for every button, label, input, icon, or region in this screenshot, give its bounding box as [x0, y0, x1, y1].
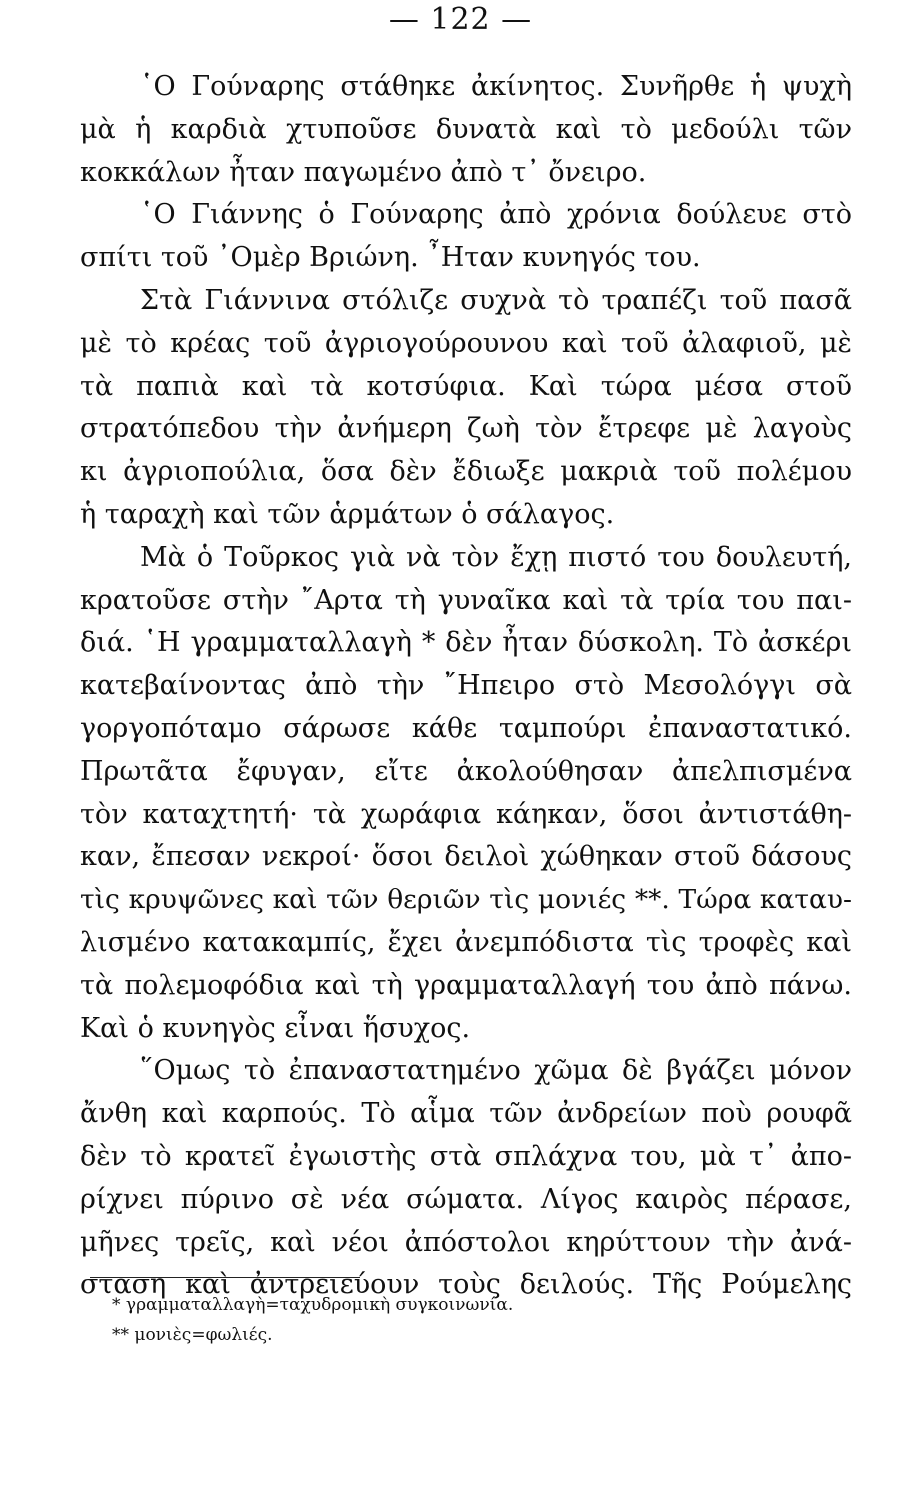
footnote: * γραμματαλλαγὴ=ταχυδρομικὴ συγκοινωνία.: [112, 1295, 514, 1315]
text-line: ῞Ομως τὸ ἐπαναστατημένο χῶμα δὲ βγάζει μόνον: [140, 1055, 852, 1087]
paragraph: [80, 194, 852, 280]
text-line: καν, ἔπεσαν νεκροί· ὅσοι δειλοὶ χώθηκαν στοῦ δάσους: [80, 841, 852, 873]
text-line: ἄνθη καὶ καρπούς. Τὸ αἷμα τῶν ἀνδρείων ποὺ ρουφᾶ: [80, 1098, 852, 1130]
text-line: λισμένο κατακαμπίς, ἔχει ἀνεμπόδιστα τὶς τροφὲς καὶ: [80, 926, 852, 958]
text-line: σταση καὶ ἀντρειεύουν τοὺς δειλούς. Τῆς Ρούμελης: [80, 1269, 852, 1301]
text-line: τὰ πολεμοφόδια καὶ τὴ γραμματαλλαγή του ἀπὸ πάνω.: [80, 969, 852, 1001]
text-line: μὲ τὸ κρέας τοῦ ἀγριογούρουνου καὶ τοῦ ἀλαφιοῦ, μὲ: [80, 327, 852, 359]
text-line: διά. ῾Η γραμματαλλαγὴ * δὲν ἦταν δύσκολη. Τὸ ἀσκέρι: [80, 627, 852, 659]
text-line: σπίτι τοῦ ᾿Ομὲρ Βριώνη. ῏Ηταν κυνηγός του.: [80, 242, 701, 274]
text-line: στρατόπεδου τὴν ἀνήμερη ζωὴ τὸν ἔτρεφε μὲ λαγοὺς: [80, 413, 852, 445]
text-line: Μὰ ὁ Τοῦρκος γιὰ νὰ τὸν ἔχῃ πιστό του δουλευτή,: [140, 541, 852, 573]
text-line: κατεβαίνοντας ἀπὸ τὴν ῎Ηπειρο στὸ Μεσολόγγι σὰ: [80, 670, 852, 702]
text-line: τὰ παπιὰ καὶ τὰ κοτσύφια. Καὶ τώρα μέσα στοῦ: [80, 370, 852, 402]
text-line: ρίχνει πύρινο σὲ νέα σώματα. Λίγος καιρὸς πέρασε,: [80, 1183, 852, 1215]
footnotes: [112, 1290, 712, 1350]
text-line: δὲν τὸ κρατεῖ ἐγωιστὴς στὰ σπλάχνα του, μὰ τ᾿ ἀπο-: [80, 1140, 852, 1172]
text-line: κοκκάλων ἦταν παγωμένο ἀπὸ τ᾿ ὄνειρο.: [80, 156, 647, 188]
paragraph: [80, 537, 852, 1051]
text-line: τὶς κρυψῶνες καὶ τῶν θεριῶν τὶς μονιές **. Τώρα καταυ-: [80, 884, 852, 916]
text-line: ῾Ο Γούναρης στάθηκε ἀκίνητος. Συνῆρθε ἡ ψυχὴ: [140, 71, 852, 102]
text-line: ἡ ταραχὴ καὶ τῶν ἁρμάτων ὁ σάλαγος.: [80, 498, 615, 530]
paragraph: [80, 1050, 852, 1307]
text-line: μὰ ἡ καρδιὰ χτυποῦσε δυνατὰ καὶ τὸ μεδούλι τῶν: [80, 113, 852, 145]
text-line: κρατοῦσε στὴν ῎Αρτα τὴ γυναῖκα καὶ τὰ τρία του παι-: [80, 584, 852, 616]
body-text: [80, 66, 852, 1307]
text-line: ῾Ο Γιάννης ὁ Γούναρης ἀπὸ χρόνια δούλευε στὸ: [140, 199, 852, 231]
text-line: Στὰ Γιάννινα στόλιζε συχνὰ τὸ τραπέζι τοῦ πασᾶ: [140, 284, 852, 316]
text-line: Πρωτᾶτα ἔφυγαν, εἴτε ἀκολούθησαν ἀπελπισμένα: [80, 755, 852, 787]
text-line: γοργοπόταμο σάρωσε κάθε ταμπούρι ἐπαναστατικό.: [80, 712, 852, 744]
text-line: Καὶ ὁ κυνηγὸς εἶναι ἥσυχος.: [80, 1012, 471, 1044]
text-line: τὸν καταχτητή· τὰ χωράφια κάηκαν, ὅσοι ἀντιστάθη-: [80, 798, 852, 830]
paragraph: [80, 66, 852, 194]
paragraph: [80, 280, 852, 537]
footnote: ** μονιὲς=φωλιές.: [112, 1325, 273, 1345]
footnote-divider: [90, 1277, 360, 1278]
text-line: μῆνες τρεῖς, καὶ νέοι ἀπόστολοι κηρύττουν τὴν ἀνά-: [80, 1226, 852, 1258]
text-line: κι ἀγριοπούλια, ὅσα δὲν ἔδιωξε μακριὰ τοῦ πολέμου: [80, 456, 852, 488]
page-number: — 122 —: [388, 2, 533, 37]
